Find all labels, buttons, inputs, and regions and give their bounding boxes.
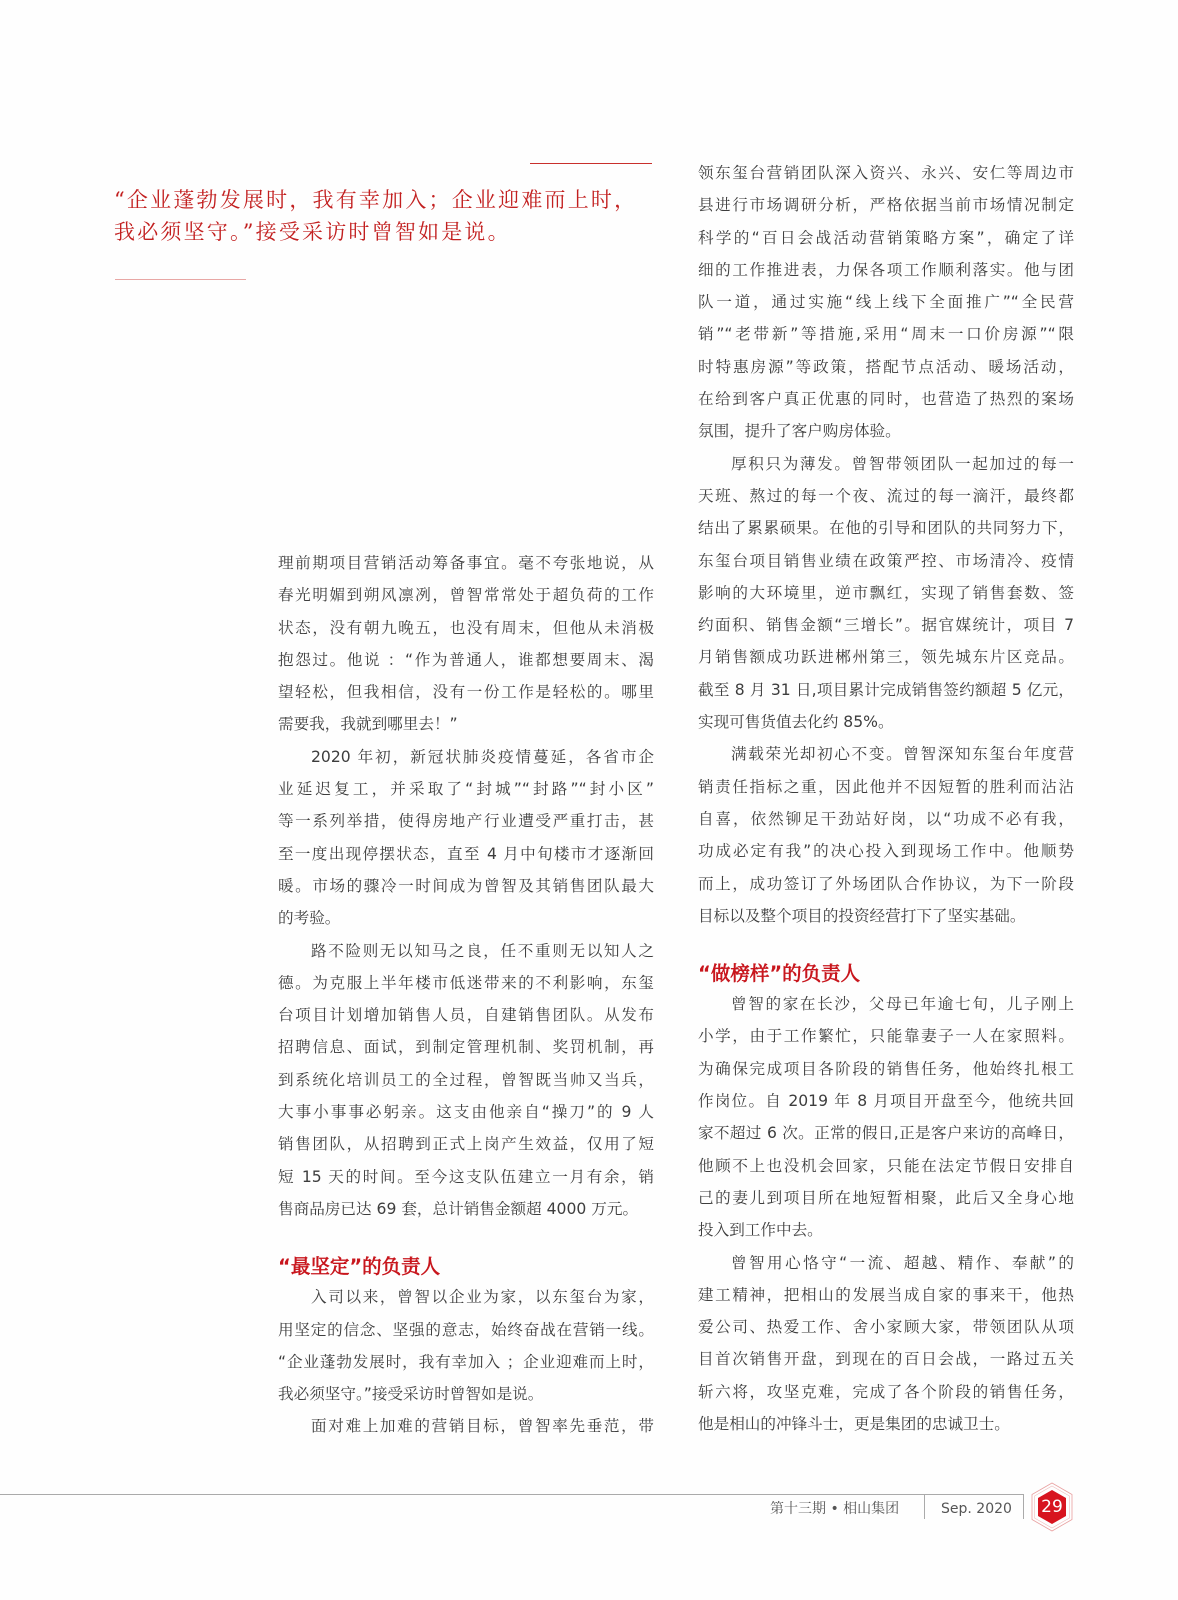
- text-line: 功成必定有我”的决心投入到现场工作中。他顺势: [698, 842, 1074, 861]
- text-line: 理前期项目营销活动筹备事宜。毫不夸张地说，从: [278, 554, 654, 572]
- text-line: 销”“老带新”等措施,采用“周末一口价房源”“限: [698, 325, 1074, 344]
- text-line: 短 15 天的时间。至今这支队伍建立一月有余，销: [278, 1167, 654, 1186]
- text-line: 影响的大环境里，逆市飘红，实现了销售套数、签: [698, 583, 1074, 602]
- text-line: 队一道，通过实施“线上线下全面推广”“全民营: [698, 293, 1074, 312]
- text-line: 用坚定的信念、坚强的意志，始终奋战在营销一线。: [278, 1320, 654, 1339]
- text-line: 他顾不上也没机会回家，只能在法定节假日安排自: [698, 1156, 1074, 1175]
- text-line: 自喜，依然铆足干劲站好岗，以“功成不必有我，: [698, 809, 1074, 828]
- text-line: 业延迟复工，并采取了“封城”“封路”“封小区”: [278, 780, 654, 799]
- pull-quote-bottom-rule: [115, 279, 246, 280]
- text-line: 建工精神，把相山的发展当成自家的事来干，他热: [698, 1285, 1074, 1304]
- right-column: [698, 157, 1074, 1440]
- text-line: 厚积只为薄发。曾智带领团队一起加过的每一: [731, 454, 1074, 473]
- text-line: 我必须坚守。”接受采访时曾智如是说。: [278, 1385, 544, 1404]
- footer-rule: [0, 1494, 1024, 1495]
- text-line: 到系统化培训员工的全过程，曾智既当帅又当兵，: [278, 1070, 654, 1089]
- section-heading: “做榜样”的负责人: [698, 962, 861, 986]
- text-line: 春光明媚到朔风凛冽，曾智常常处于超负荷的工作: [278, 586, 654, 605]
- text-line: 暖。市场的骤冷一时间成为曾智及其销售团队最大: [278, 876, 654, 895]
- text-line: 实现可售货值去化约 85%。: [698, 713, 894, 732]
- text-line: 2020 年初，新冠状肺炎疫情蔓延，各省市企: [311, 747, 654, 766]
- text-line: 在给到客户真正优惠的同时，也营造了热烈的案场: [698, 390, 1074, 409]
- text-line: 台项目计划增加销售人员，自建销售团队。从发布: [278, 1006, 654, 1025]
- text-line: 曾智的家在长沙，父母已年逾七旬，儿子刚上: [731, 995, 1074, 1014]
- footer-date: Sep. 2020: [941, 1501, 1012, 1517]
- text-line: 销责任指标之重，因此他并不因短暂的胜利而沾沾: [698, 777, 1074, 796]
- text-line: 斩六将，攻坚克难，完成了各个阶段的销售任务，: [698, 1382, 1074, 1401]
- text-line: 科学的“百日会战活动营销策略方案”，确定了详: [698, 228, 1074, 247]
- text-line: 月销售额成功跃进郴州第三，领先城东片区竞品。: [698, 648, 1074, 667]
- text-line: 入司以来，曾智以企业为家，以东玺台为家，: [311, 1288, 654, 1307]
- text-line: 望轻松，但我相信，没有一份工作是轻松的。哪里: [278, 683, 654, 702]
- footer-divider: [924, 1495, 925, 1519]
- text-line: 为确保完成项目各阶段的销售任务，他始终扎根工: [698, 1059, 1074, 1078]
- pull-quote: [114, 184, 659, 248]
- text-line: 结出了累累硕果。在他的引导和团队的共同努力下，: [698, 519, 1074, 538]
- text-line: 大事小事事必躬亲。这支由他亲自“操刀”的 9 人: [278, 1103, 654, 1122]
- pull-quote-line: 我必须坚守。”接受采访时曾智如是说。: [114, 220, 511, 244]
- text-line: 售商品房已达 69 套，总计销售金额超 4000 万元。: [278, 1199, 639, 1218]
- pull-quote-line: “企业蓬勃发展时，我有幸加入；企业迎难而上时，: [114, 188, 638, 212]
- text-line: 目首次销售开盘，到现在的百日会战，一路过五关: [698, 1350, 1074, 1369]
- text-line: 销售团队，从招聘到正式上岗产生效益，仅用了短: [278, 1135, 654, 1154]
- text-line: 约面积、销售金额“三增长”。据官媒统计，项目 7: [698, 616, 1074, 635]
- text-line: 满载荣光却初心不变。曾智深知东玺台年度营: [731, 745, 1074, 764]
- footer-divider: [1023, 1495, 1024, 1519]
- text-line: 天班、熬过的每一个夜、流过的每一滴汗，最终都: [698, 486, 1074, 505]
- text-line: 的考验。: [278, 909, 341, 928]
- text-line: 他是相山的冲锋斗士，更是集团的忠诚卫士。: [698, 1414, 1010, 1433]
- text-line: 领东玺台营销团队深入资兴、永兴、安仁等周边市: [698, 164, 1074, 182]
- text-line: 爱公司、热爱工作、舍小家顾大家，带领团队从项: [698, 1318, 1074, 1337]
- text-line: 招聘信息、面试，到制定管理机制、奖罚机制，再: [278, 1038, 654, 1057]
- text-line: 至一度出现停摆状态，直至 4 月中旬楼市才逐渐回: [278, 844, 654, 863]
- text-line: 时特惠房源”等政策，搭配节点活动、暖场活动，: [698, 357, 1074, 376]
- text-line: 截至 8 月 31 日,项目累计完成销售签约额超 5 亿元，: [698, 680, 1074, 699]
- page-number: 29: [1041, 1497, 1063, 1517]
- text-line: 东玺台项目销售业绩在政策严控、市场清冷、疫情: [698, 551, 1074, 570]
- text-line: 而上，成功签订了外场团队合作协议，为下一阶段: [698, 874, 1074, 893]
- text-line: 面对难上加难的营销目标，曾智率先垂范，带: [311, 1417, 654, 1436]
- footer-issue: 第十三期 • 相山集团: [770, 1501, 900, 1517]
- left-column: [278, 547, 654, 1443]
- section-spacer: [698, 932, 1074, 954]
- text-line: “企业蓬勃发展时，我有幸加入 ；企业迎难而上时，: [278, 1352, 654, 1371]
- text-line: 氛围，提升了客户购房体验。: [698, 422, 901, 441]
- pull-quote-top-rule: [530, 163, 652, 164]
- text-line: 状态，没有朝九晚五，也没有周末，但他从未消极: [278, 618, 654, 637]
- text-line: 己的妻儿到项目所在地短暂相聚，此后又全身心地: [698, 1188, 1074, 1207]
- text-line: 小学，由于工作繁忙，只能靠妻子一人在家照料。: [698, 1027, 1074, 1046]
- section-heading: “最坚定”的负责人: [278, 1255, 441, 1279]
- text-line: 路不险则无以知马之良，任不重则无以知人之: [311, 941, 654, 960]
- text-line: 家不超过 6 次。正常的假日,正是客户来访的高峰日，: [698, 1124, 1074, 1143]
- text-line: 德。为克服上半年楼市低迷带来的不利影响，东玺: [278, 973, 654, 992]
- text-line: 目标以及整个项目的投资经营打下了坚实基础。: [698, 906, 1026, 925]
- text-line: 细的工作推进表，力保各项工作顺利落实。他与团: [698, 260, 1074, 279]
- text-line: 抱怨过。他说 ：“作为普通人，谁都想要周末、渴: [278, 650, 654, 669]
- text-line: 需要我，我就到哪里去！”: [278, 715, 458, 734]
- text-line: 县进行市场调研分析，严格依据当前市场情况制定: [698, 196, 1074, 215]
- text-line: 等一系列举措，使得房地产行业遭受严重打击，甚: [278, 812, 654, 831]
- text-line: 作岗位。自 2019 年 8 月项目开盘至今，他统共回: [698, 1092, 1074, 1111]
- section-spacer: [278, 1225, 654, 1247]
- text-line: 曾智用心恪守“一流、超越、精作、奉献”的: [731, 1253, 1074, 1272]
- text-line: 投入到工作中去。: [698, 1221, 823, 1240]
